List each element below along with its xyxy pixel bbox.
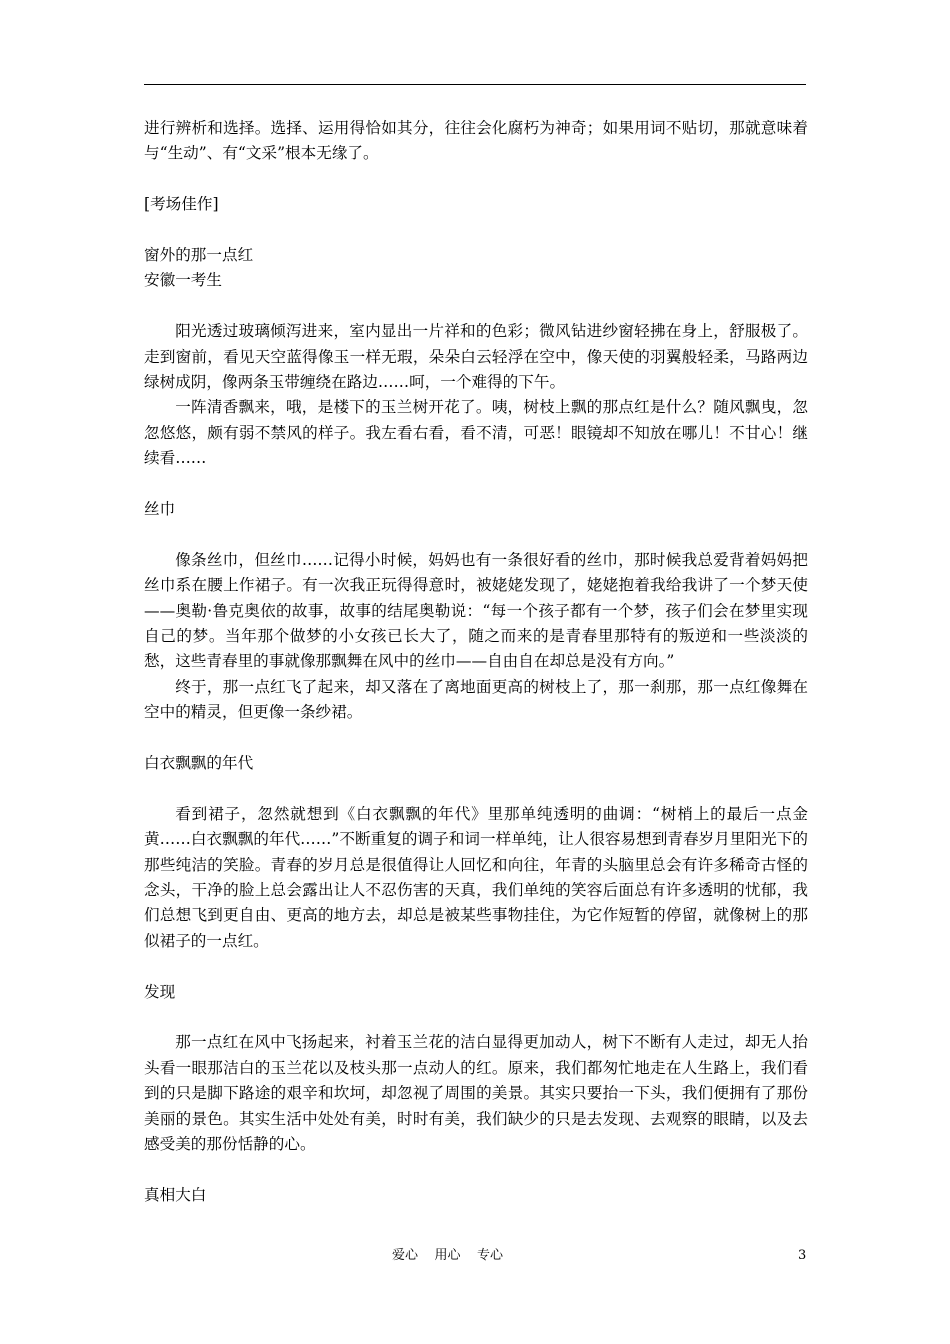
body-paragraph: 进行辨析和选择。选择、运用得恰如其分，往往会化腐朽为神奇；如果用词不贴切，那就意味着与“生动”、有“文采”根本无缘了。 (144, 119, 808, 163)
header-rule (144, 84, 806, 85)
body-paragraph: 阳光透过玻璃倾泻进来，室内显出一片祥和的色彩；微风钻进纱窗轻拂在身上，舒服极了。走到窗前，看见天空蓝得像玉一样无瑕，朵朵白云轻浮在空中，像天使的羽翼般轻柔，马路两边绿树成阴，像两条玉带缠绕在路边……呵，一个难得的下午。 (144, 322, 808, 392)
page-number: 3 (798, 1248, 807, 1263)
footer-motto: 爱心 用心 专心 (392, 1248, 504, 1263)
body-paragraph: 像条丝巾，但丝巾……记得小时候，妈妈也有一条很好看的丝巾，那时候我总爱背着妈妈把丝巾系在腰上作裙子。有一次我正玩得得意时，被姥姥发现了，姥姥抱着我给我讲了一个梦天使——奥勒·鲁克奥依的故事，故事的结尾奥勒说：“每一个孩子都有一个梦，孩子们会在梦里实现自己的梦。当年那个做梦的小女孩已长大了，随之而来的是青春里那特有的叛逆和一些淡淡的愁，这些青春里的事就像那飘舞在风中的丝巾——自由自在却总是没有方向。” (144, 550, 808, 671)
subheading: 丝巾 (144, 500, 176, 519)
spacer (144, 294, 808, 319)
subheading: 白衣飘飘的年代 (144, 754, 254, 773)
essay-title: 窗外的那一点红 (144, 246, 254, 264)
subheading: 真相大白 (144, 1185, 207, 1204)
spacer (144, 218, 808, 243)
body-paragraph: 一阵清香飘来，哦，是楼下的玉兰树开花了。咦，树枝上飘的那点红是什么？随风飘曳，忽忽悠悠，颇有弱不禁风的样子。我左看右看，看不清，可恶！眼镜却不知放在哪儿！不甘心！继续看…… (144, 398, 808, 468)
spacer (144, 472, 808, 497)
essay-author: 安徽一考生 (144, 271, 222, 290)
document-body (144, 116, 808, 1208)
spacer (144, 954, 808, 979)
subheading: 发现 (144, 982, 176, 1001)
spacer (144, 1005, 808, 1030)
spacer (144, 726, 808, 751)
spacer (144, 167, 808, 192)
body-paragraph: 看到裙子，忽然就想到《白衣飘飘的年代》里那单纯透明的曲调：“树梢上的最后一点金黄……白衣飘飘的年代……”不断重复的调子和词一样单纯，让人很容易想到青春岁月里阳光下的那些纯洁的笑脸。青春的岁月总是很值得让人回忆和向往，年青的头脑里总会有许多稀奇古怪的念头，干净的脸上总会露出让人不忍伤害的天真，我们单纯的笑容后面总有许多透明的忧郁，我们总想飞到更自由、更高的地方去，却总是被某些事物挂住，为它作短暂的停留，就像树上的那似裙子的一点红。 (144, 804, 808, 950)
section-label: [考场佳作] (144, 195, 219, 214)
body-paragraph: 那一点红在风中飞扬起来，衬着玉兰花的洁白显得更加动人，树下不断有人走过，却无人抬头看一眼那洁白的玉兰花以及枝头那一点动人的红。原来，我们都匆忙地走在人生路上，我们看到的只是脚下路途的艰辛和坎坷，却忽视了周围的美景。其实只要抬一下头，我们便拥有了那份美丽的景色。其实生活中处处有美，时时有美，我们缺少的只是去发现、去观察的眼睛，以及去感受美的那份恬静的心。 (144, 1033, 808, 1154)
spacer (144, 522, 808, 547)
body-paragraph: 终于，那一点红飞了起来，却又落在了离地面更高的树枝上了，那一刹那，那一点红像舞在空中的精灵，但更像一条纱裙。 (144, 677, 808, 722)
spacer (144, 776, 808, 801)
spacer (144, 1158, 808, 1183)
